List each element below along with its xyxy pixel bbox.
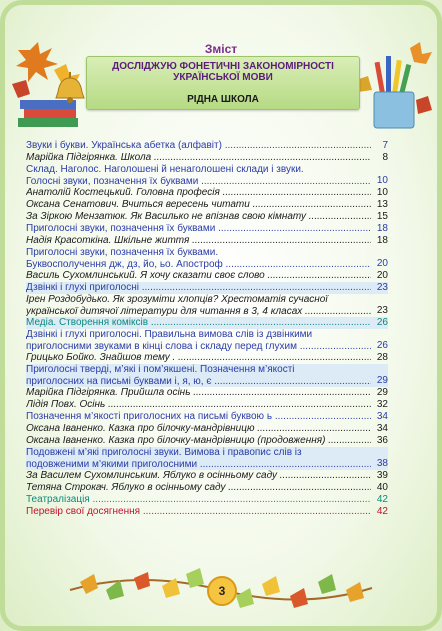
toc-entry[interactable]: За Василем Сухомлинським. Яблуко в осінньому саду ..... 39 [26,470,388,482]
toc-entry[interactable]: Приголосні звуки, позначення їх буквами ..... 18 [26,223,388,235]
banner-subtitle: РІДНА ШКОЛА [187,94,259,105]
toc-entry[interactable]: Склад. Наголос. Наголошені й ненаголошені склади і звуки. Голосні звуки, позначення їх буквами ..... 10 [26,164,388,187]
toc-entry[interactable]: Марійка Підгірянка. Школа ..... 8 [26,152,388,164]
toc-entry[interactable]: Дзвінкі і глухі приголосні. Правильна вимова слів із дзвінкими приголосними звуками в кінці слова і складу перед глухим ..... 26 [26,329,388,352]
toc-entry[interactable]: Оксана Сенатович. Вчиться вересень читати ..... 13 [26,199,388,211]
toc-entry[interactable]: Оксана Іваненко. Казка про білочку-мандрівницю ..... 34 [26,423,388,435]
toc-entry[interactable]: Медіа. Створення коміксів ..... 26 [26,317,388,329]
toc-entry[interactable]: Анатолій Костецький. Головна професія ..... 10 [26,187,388,199]
page-title: Зміст [204,42,238,56]
table-of-contents [26,140,388,518]
toc-entry[interactable]: Приголосні тверді, м’які і пом’якшені. Позначення м’якості приголосних на письмі буквами і, я, ю, є ..... 29 [26,364,388,387]
unit-banner [86,56,360,110]
toc-entry[interactable]: Дзвінкі і глухі приголосні ..... 23 [26,282,388,294]
toc-entry[interactable]: Позначення м’якості приголосних на письмі буквою ь ..... 34 [26,411,388,423]
bell-icon [56,78,84,98]
banner-heading-line-2: УКРАЇНСЬКОЇ МОВИ [173,72,273,83]
toc-entry[interactable]: Василь Сухомлинський. Я хочу сказати своє слово ..... 20 [26,270,388,282]
toc-entry[interactable]: Марійка Підгірянка. Прийшла осінь ..... 29 [26,387,388,399]
toc-entry[interactable]: Лідія Повх. Осінь ..... 32 [26,399,388,411]
toc-entry[interactable]: Ірен Роздобудько. Як зрозуміти хлопців? Хрестоматія сучасної української дитячої літератури для читання в 3, 4 класах ..... 23 [26,294,388,317]
toc-entry[interactable]: Подовжені м’які приголосні звуки. Вимова і правопис слів із подовженими м’якими приголосними ..... 38 [26,447,388,470]
toc-entry[interactable]: Грицько Бойко. Знайшов тему . ..... 28 [26,352,388,364]
toc-entry[interactable]: Перевір свої досягнення ..... 42 [26,506,388,518]
toc-entry[interactable]: Приголосні звуки, позначення їх буквами. Буквосполучення дж, дз, йо, ьо. Апостроф ..... 20 [26,247,388,270]
page-number: 3 [207,576,237,606]
pencil-cup-icon [374,56,414,128]
toc-entry[interactable]: Звуки і букви. Українська абетка (алфавіт) ..... 7 [26,140,388,152]
banner-heading-line-1: ДОСЛІДЖУЮ ФОНЕТИЧНІ ЗАКОНОМІРНОСТІ [112,61,334,72]
toc-entry[interactable]: Оксана Іваненко. Казка про білочку-мандрівницю (продовження) ..... 36 [26,435,388,447]
toc-entry[interactable]: Театралізація ..... 42 [26,494,388,506]
toc-entry[interactable]: За Зіркою Мензатюк. Як Василько не впізнав свою кімнату ..... 15 [26,211,388,223]
toc-entry[interactable]: Надія Красоткіна. Шкільне життя ..... 18 [26,235,388,247]
toc-entry[interactable]: Тетяна Строкач. Яблуко в осінньому саду ..... 40 [26,482,388,494]
